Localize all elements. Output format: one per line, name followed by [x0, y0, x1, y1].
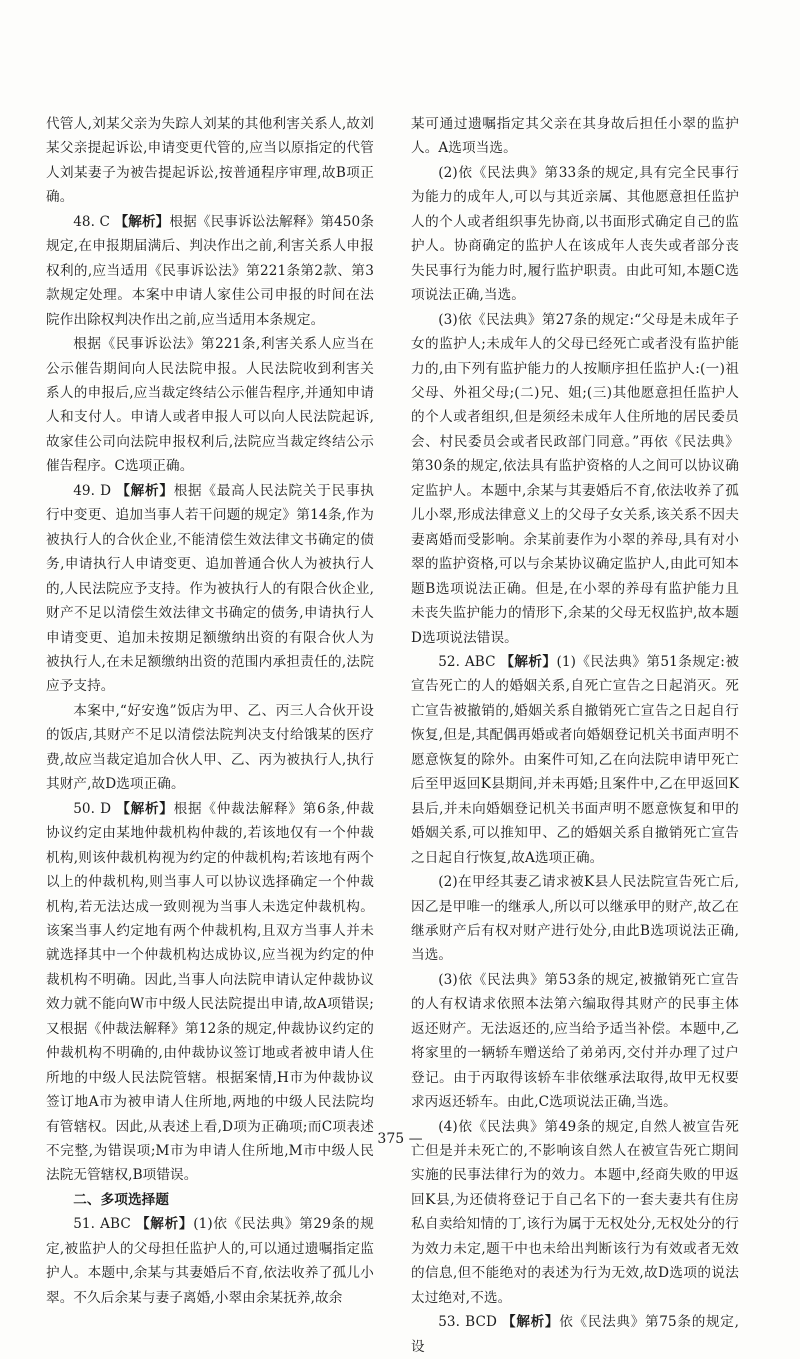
analysis-tag: 【解析】 [116, 800, 174, 817]
paragraph: 本案中,“好安逸”饭店为甲、乙、丙三人合伙开设的饭店,其财产不足以清偿法院判决支付给饿某的医疗费,故应当裁定追加合伙人甲、乙、丙为被执行人,执行其财产,故D选项正确。 [46, 702, 374, 793]
answer-text: 根据《仲裁法解释》第6条,仲裁协议约定由某地仲裁机构仲裁的,若该地仅有一个仲裁机构,则该仲裁机构视为约定的仲裁机构;若该地有两个以上的仲裁机构,则当事人可以协议选择确定一个仲裁机构,若无法达成一致则视为当事人未选定仲裁机构。该案当事人约定地有两个仲裁机构,且双方当事人并未就选择其中一个仲裁机构达成协议,应当视为约定的仲裁机构不明确。因此,当事人向法院申请认定仲裁协议效力就不能向W市中级人民法院提出申请,故A项错误;又根据《仲裁法解释》第12条的规定,仲裁协议约定的仲裁机构不明确的,由仲裁协议签订地或者被申请人住所地的中级人民法院管辖。根据案情,H市为仲裁协议签订地A市为被申请人住所地,两地的中级人民法院均有管辖权。因此,从表述上看,D项为正确项;而C项表述不完整,为错误项;M市为申请人住所地,M市中级人民法院无管辖权,B项错误。 [46, 800, 374, 1184]
answer-48 [46, 210, 374, 332]
answer-text: (1)《民法典》第51条规定:被宣告死亡的人的婚姻关系,自死亡宣告之日起消灭。死亡宣告被撤销的,婚姻关系自撤销死亡宣告之日起自行恢复,但是,其配偶再婚或者向婚姻登记机关书面声明不愿意恢复的除外。由案件可知,乙在向法院申请甲死亡后至甲返回K县期间,并未再婚;且案件中,乙在甲返回K县后,并未向婚姻登记机关书面声明不愿意恢复和甲的婚姻关系,可以推知甲、乙的婚姻关系自撤销死亡宣告之日起自行恢复,故A选项正确。 [411, 653, 740, 866]
answer-51 [46, 1212, 374, 1310]
answer-number: 49. D [73, 482, 112, 499]
analysis-tag: 【解析】 [116, 482, 174, 499]
answer-text: 依《民法典》第75条的规定,设 [411, 1314, 740, 1355]
paragraph: (3)依《民法典》第27条的规定:“父母是未成年子女的监护人;未成年人的父母已经死亡或者没有监护能力的,由下列有监护能力的人按顺序担任监护人:(一)祖父母、外祖父母;(二)兄、姐;(三)其他愿意担任监护人的个人或者组织,但是须经未成年人住所地的居民委员会、村民委员会或者民政部门同意。”再依《民法典》第30条的规定,依法具有监护资格的人之间可以协议确定监护人。本题中,余某与其妻婚后不育,依法收养了孤儿小翠,形成法律意义上的父母子女关系,该关系不因夫妻离婚而受影响。余某前妻作为小翠的养母,具有对小翠的监护资格,可以与余某协议确定监护人,由此可知本题B选项说法正确。但是,在小翠的养母有监护能力且未丧失监护能力的情形下,余某的父母无权监护,故本题D选项说法错误。 [411, 311, 739, 646]
paragraph: (2)在甲经其妻乙请求被K县人民法院宣告死亡后,因乙是甲唯一的继承人,所以可以继承甲的财产,故乙在继承财产后有权对财产进行处分,由此B选项说法正确,当选。 [411, 874, 739, 964]
answer-52 [411, 650, 739, 870]
answer-number: 48. C [73, 213, 111, 230]
analysis-tag: 【解析】 [114, 213, 170, 230]
paragraph: (4)依《民法典》第49条的规定,自然人被宣告死亡但是并未死亡的,不影响该自然人在被宣告死亡期间实施的民事法律行为的效力。本题中,经商失败的甲返回K县,为还债将登记于自己名下的一套夫妻共有住房私自卖给知情的丁,该行为属于无权处分,无权处分的行为效力未定,题干中也未给出判断该行为有效或者无效的信息,但不能绝对的表述为行为无效,故D选项的说法太过绝对,不选。 [411, 1118, 739, 1306]
answer-53 [411, 1310, 739, 1359]
analysis-tag: 【解析】 [135, 1216, 194, 1233]
right-column [411, 112, 739, 1359]
answer-50 [46, 797, 374, 1188]
page-number: 375 — [377, 1131, 423, 1147]
answer-text: 根据《民事诉讼法解释》第450条规定,在申报期届满后、判决作出之前,利害关系人申报权利的,应当适用《民事诉讼法》第221条第2款、第3款规定处理。本案中申请人家佳公司申报的时间在法院作出除权判决作出之前,应当适用本条规定。 [46, 213, 375, 328]
section-title: 二、多项选择题 [73, 1191, 170, 1208]
answer-number: 52. ABC [438, 653, 496, 670]
analysis-tag: 【解析】 [500, 653, 557, 670]
analysis-tag: 【解析】 [502, 1314, 560, 1331]
answer-49 [46, 479, 374, 699]
paragraph: (2)依《民法典》第33条的规定,具有完全民事行为能力的成年人,可以与其近亲属、其他愿意担任监护人的个人或者组织事先协商,以书面形式确定自己的监护人。协商确定的监护人在该成年人丧失或者部分丧失民事行为能力时,履行监护职责。由此可知,本题C选项说法正确,当选。 [411, 164, 739, 304]
answer-text: 根据《最高人民法院关于民事执行中变更、追加当事人若干问题的规定》第14条,作为被执行人的合伙企业,不能清偿生效法律文书确定的债务,申请执行人申请变更、追加普通合伙人为被执行人的,人民法院应予支持。作为被执行人的有限合伙企业,财产不足以清偿生效法律文书确定的债务,申请执行人申请变更、追加未按期足额缴纳出资的有限合伙人为被执行人,在未足额缴纳出资的范围内承担责任的,法院应予支持。 [46, 482, 374, 695]
answer-number: 53. BCD [438, 1314, 497, 1331]
answer-text: (1)依《民法典》第29条的规定,被监护人的父母担任监护人的,可以通过遗嘱指定监护人。本题中,余某与其妻婚后不育,依法收养了孤儿小翠。不久后余某与妻子离婚,小翠由余某抚养,故余 [46, 1216, 374, 1306]
answer-number: 50. D [73, 800, 112, 817]
paragraph: 代管人,刘某父亲为失踪人刘某的其他利害关系人,故刘某父亲提起诉讼,申请变更代管的,应当以原指定的代管人刘某妻子为被告提起诉讼,按普通程序审理,故B项正确。 [46, 116, 374, 206]
answer-number: 51. ABC [73, 1216, 131, 1233]
paragraph: 某可通过遗嘱指定其父亲在其身故后担任小翠的监护人。A选项当选。 [411, 116, 739, 157]
paragraph: (3)依《民法典》第53条的规定,被撤销死亡宣告的人有权请求依照本法第六编取得其财产的民事主体返还财产。无法返还的,应当给予适当补偿。本题中,乙将家里的一辆轿车赠送给了弟弟丙,交付并办理了过户登记。由于丙取得该轿车非依继承法取得,故甲无权要求丙返还轿车。由此,C选项说法正确,当选。 [411, 971, 739, 1111]
paragraph: 根据《民事诉讼法》第221条,利害关系人应当在公示催告期间向人民法院申报。人民法院收到利害关系人的申报后,应当裁定终结公示催告程序,并通知申请人和支付人。申请人或者申报人可以向人民法院起诉,故家佳公司向法院申报权利后,法院应当裁定终结公示催告程序。C选项正确。 [46, 336, 374, 475]
